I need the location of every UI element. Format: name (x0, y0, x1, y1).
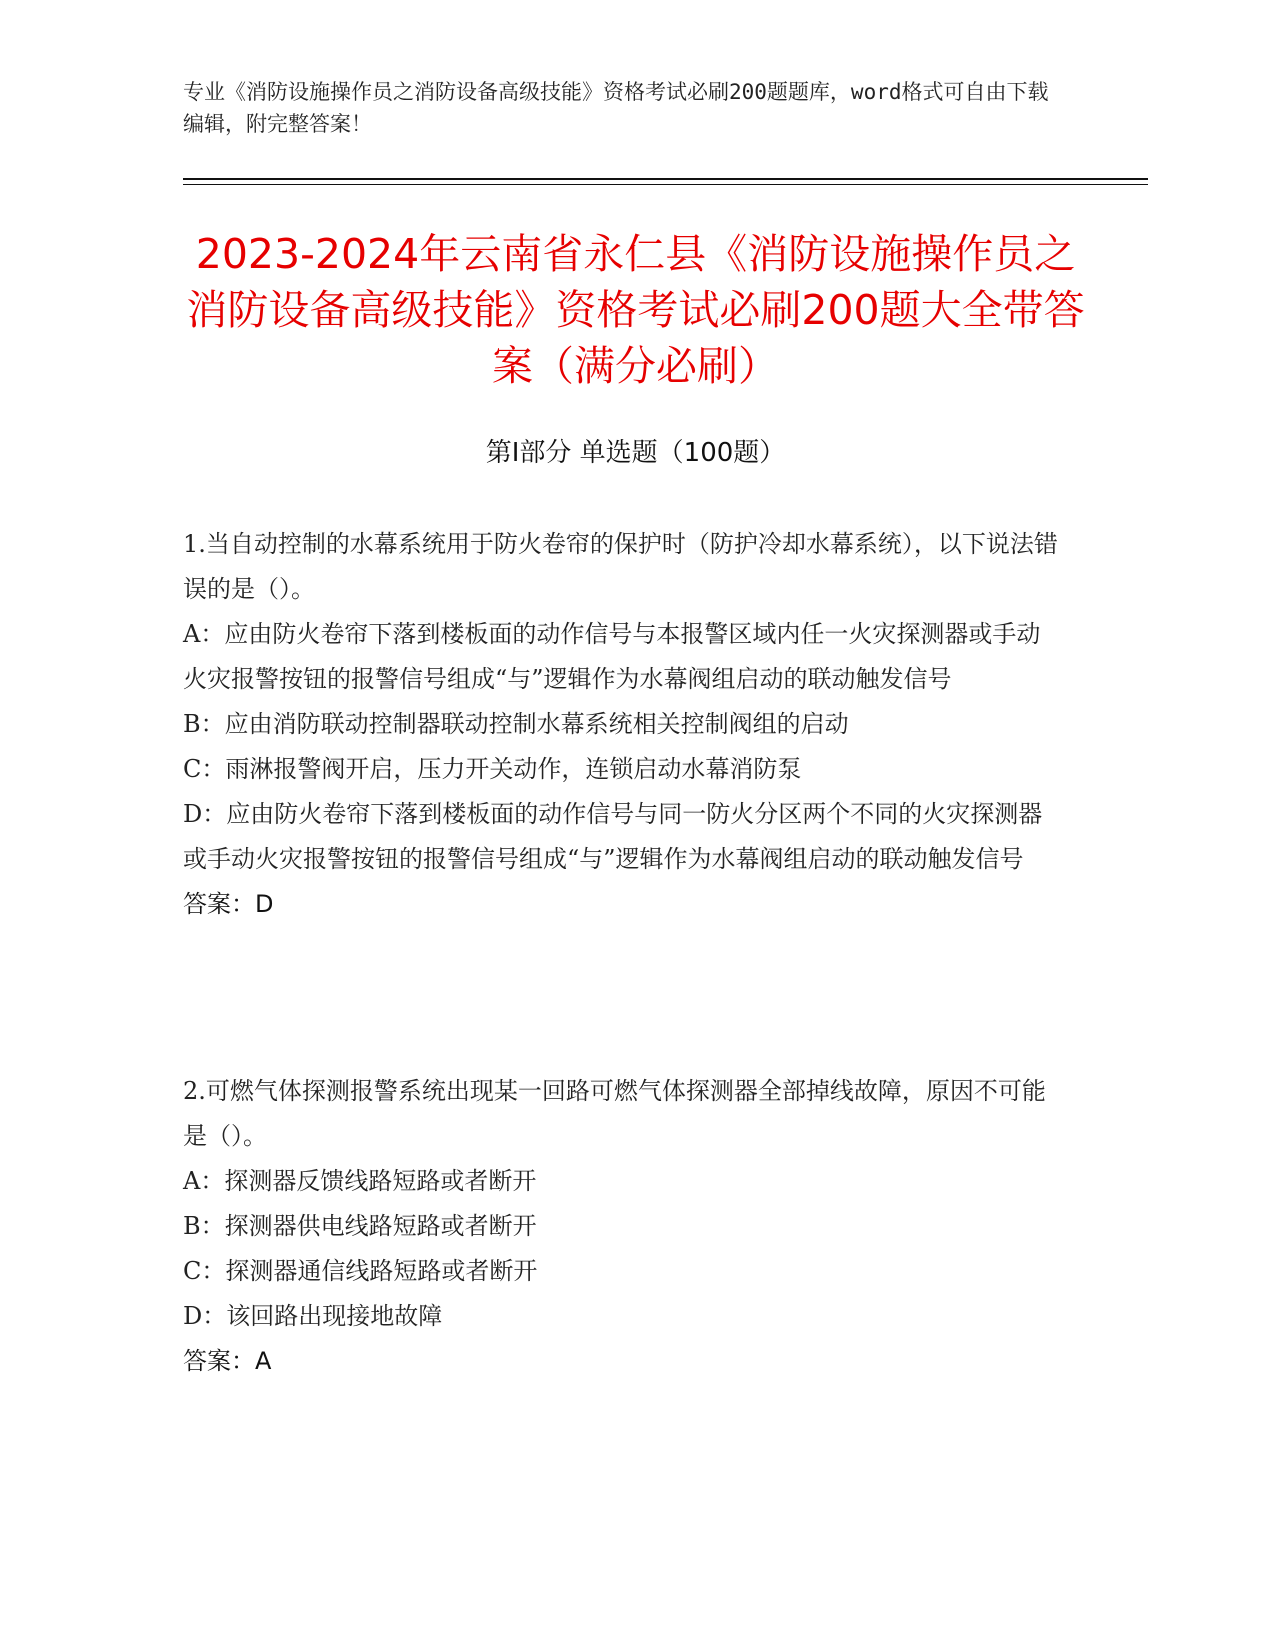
option-a: A：应由防火卷帘下落到楼板面的动作信号与本报警区域内任一火灾探测器或手动火灾报警按钮的报警信号组成“与”逻辑作为水幕阀组启动的联动触发信号 (183, 620, 1041, 693)
option-c: C：探测器通信线路短路或者断开 (183, 1257, 538, 1285)
option-d: D：应由防火卷帘下落到楼板面的动作信号与同一防火分区两个不同的火灾探测器或手动火灾报警按钮的报警信号组成“与”逻辑作为水幕阀组启动的联动触发信号 (183, 800, 1043, 873)
answer: 答案：D (183, 890, 274, 918)
option-b: B：探测器供电线路短路或者断开 (183, 1212, 537, 1240)
header-divider (183, 178, 1148, 180)
option-c: C：雨淋报警阀开启，压力开关动作，连锁启动水幕消防泵 (183, 755, 802, 783)
question-stem: 2.可燃气体探测报警系统出现某一回路可燃气体探测器全部掉线故障，原因不可能是（）。 (183, 1077, 1046, 1150)
option-a: A：探测器反馈线路短路或者断开 (183, 1167, 537, 1195)
header-note: 专业《消防设施操作员之消防设备高级技能》资格考试必刷200题题库，word格式可自由下载编辑，附完整答案！ (183, 80, 1049, 136)
question-2 (183, 1069, 1073, 1384)
answer: 答案：A (183, 1347, 272, 1375)
question-stem: 1.当自动控制的水幕系统用于防火卷帘的保护时（防护冷却水幕系统），以下说法错误的是（）。 (183, 530, 1058, 603)
option-b: B：应由消防联动控制器联动控制水幕系统相关控制阀组的启动 (183, 710, 849, 738)
section-title: 第I部分 单选题（100题） (485, 438, 786, 468)
option-d: D：该回路出现接地故障 (183, 1302, 443, 1330)
question-1 (183, 522, 1073, 927)
document-title: 2023-2024年云南省永仁县《消防设施操作员之消防设备高级技能》资格考试必刷200题大全带答案（满分必刷） (186, 230, 1085, 390)
header-divider-thin (183, 184, 1148, 185)
